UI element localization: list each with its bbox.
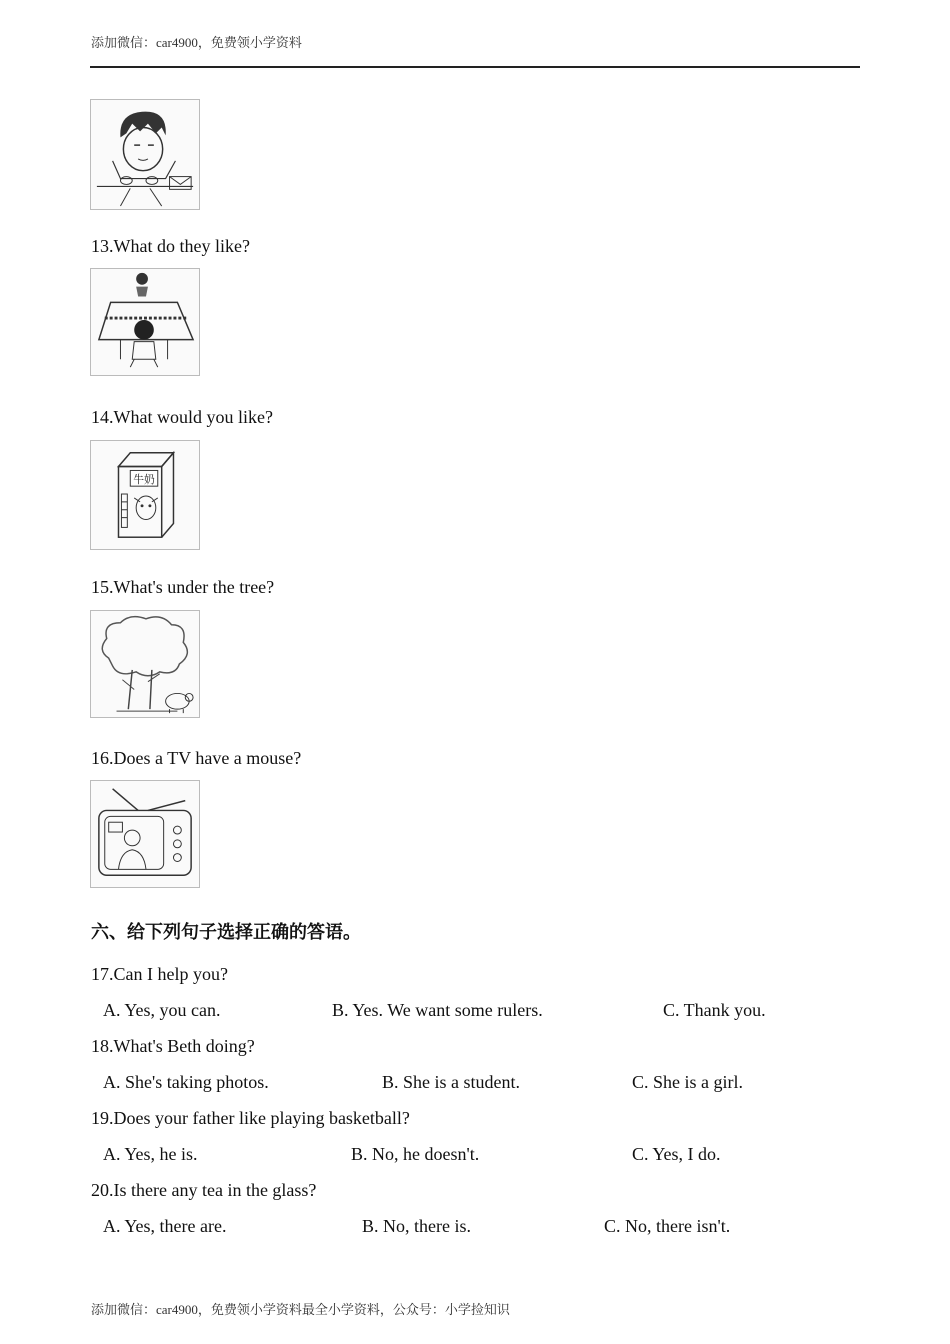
question-13: 13.What do they like? — [91, 236, 250, 256]
option-17-a: A. Yes, you can. — [103, 1000, 221, 1020]
option-18-b: B. She is a student. — [382, 1072, 520, 1092]
option-20-a: A. Yes, there are. — [103, 1216, 227, 1236]
section-6-title: 六、给下列句子选择正确的答语。 — [91, 922, 361, 943]
boy-writing-letter-icon — [90, 99, 200, 210]
option-18-c: C. She is a girl. — [632, 1072, 743, 1092]
question-15: 15.What's under the tree? — [91, 577, 275, 597]
option-19-a: A. Yes, he is. — [103, 1144, 198, 1164]
option-17-c: C. Thank you. — [663, 1000, 766, 1020]
milk-carton-icon — [90, 440, 200, 550]
option-20-c: C. No, there isn't. — [604, 1216, 731, 1236]
question-19: 19.Does your father like playing basketball? — [91, 1108, 410, 1128]
question-14: 14.What would you like? — [91, 407, 273, 427]
television-icon — [90, 780, 200, 888]
question-16: 16.Does a TV have a mouse? — [91, 748, 302, 768]
tree-and-sheep-icon — [90, 610, 200, 718]
question-20: 20.Is there any tea in the glass? — [91, 1180, 317, 1200]
option-17-b: B. Yes. We want some rulers. — [332, 1000, 543, 1020]
page-footer: 添加微信：car4900，免费领小学资料最全小学资料，公众号：小学捡知识 — [91, 1302, 510, 1317]
milk-label: 牛奶 — [133, 473, 155, 487]
option-18-a: A. She's taking photos. — [103, 1072, 269, 1092]
option-19-c: C. Yes, I do. — [632, 1144, 721, 1164]
header-divider — [90, 66, 860, 68]
page-header: 添加微信：car4900，免费领小学资料 — [91, 35, 302, 50]
ping-pong-table-icon — [90, 268, 200, 376]
option-20-b: B. No, there is. — [362, 1216, 471, 1236]
question-17: 17.Can I help you? — [91, 964, 228, 984]
option-19-b: B. No, he doesn't. — [351, 1144, 480, 1164]
question-18: 18.What's Beth doing? — [91, 1036, 255, 1056]
